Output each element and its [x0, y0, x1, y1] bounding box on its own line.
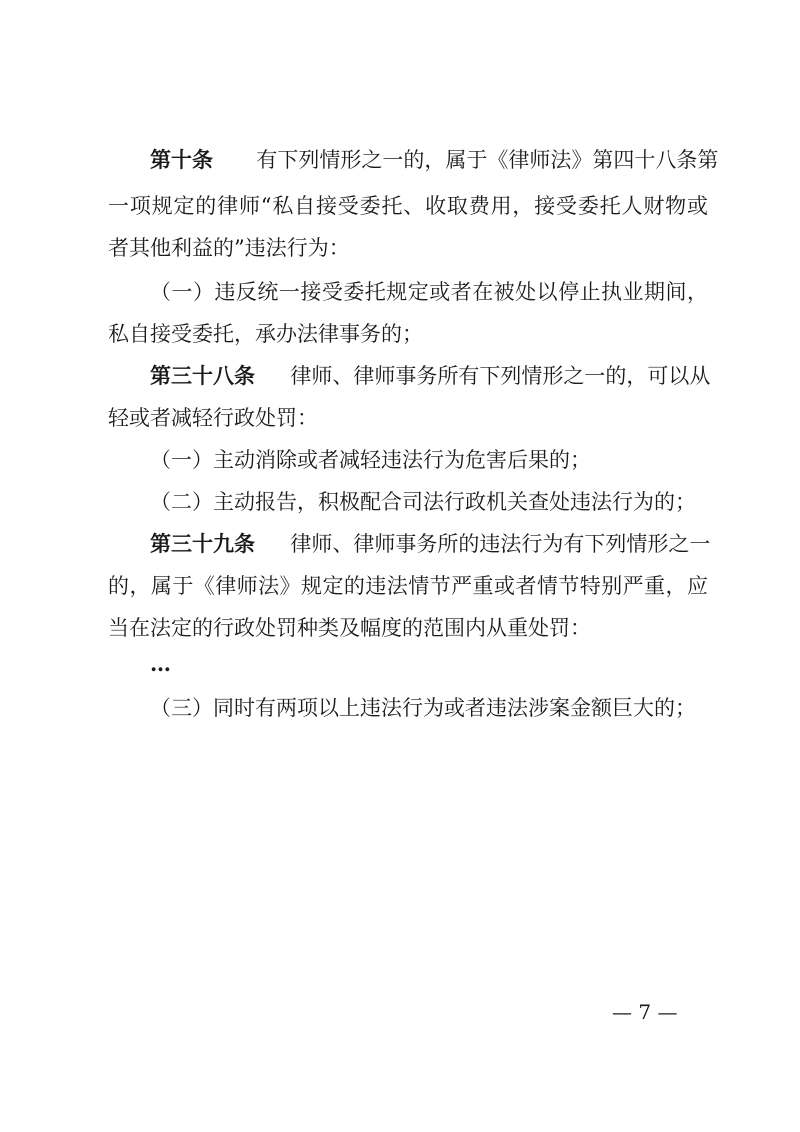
article-38-line-1: 律师、律师事务所有下列情形之一的，可以从 — [290, 364, 711, 388]
article-38-line-2: 轻或者减轻行政处罚： — [108, 406, 318, 430]
article-39-item-3: （三）同时有两项以上违法行为或者违法涉案金额巨大的； — [150, 696, 696, 720]
article-38-item-2: （二）主动报告，积极配合司法行政机关查处违法行为的； — [150, 490, 696, 514]
page-number: — 7 — — [612, 1000, 678, 1024]
article-10-first-line — [150, 146, 719, 174]
article-38-item-1: （一）主动消除或者减轻违法行为危害后果的； — [150, 448, 591, 472]
article-39-first-line — [150, 530, 711, 558]
article-10-item-1-line-1: （一）违反统一接受委托规定或者在被处以停止执业期间， — [150, 280, 708, 304]
article-10-line-2: 一项规定的律师“私自接受委托、收取费用，接受委托人财物或 — [108, 194, 708, 218]
article-10-line-3: 者其他利益的”违法行为： — [108, 236, 350, 260]
article-39-heading: 第三十九条 — [150, 531, 255, 556]
article-10-heading: 第十条 — [150, 147, 213, 172]
article-10-line-1: 有下列情形之一的，属于《律师法》第四十八条第 — [256, 148, 719, 172]
article-39-line-2: 的，属于《律师法》规定的违法情节严重或者情节特别严重，应 — [108, 574, 708, 598]
article-38-heading: 第三十八条 — [150, 363, 255, 388]
article-39-line-3: 当在法定的行政处罚种类及幅度的范围内从重处罚： — [108, 616, 591, 640]
article-38-first-line — [150, 362, 711, 390]
article-10-item-1-line-2: 私自接受委托，承办法律事务的； — [108, 322, 423, 346]
article-39-line-1: 律师、律师事务所的违法行为有下列情形之一 — [290, 532, 711, 556]
ellipsis: … — [150, 651, 171, 676]
